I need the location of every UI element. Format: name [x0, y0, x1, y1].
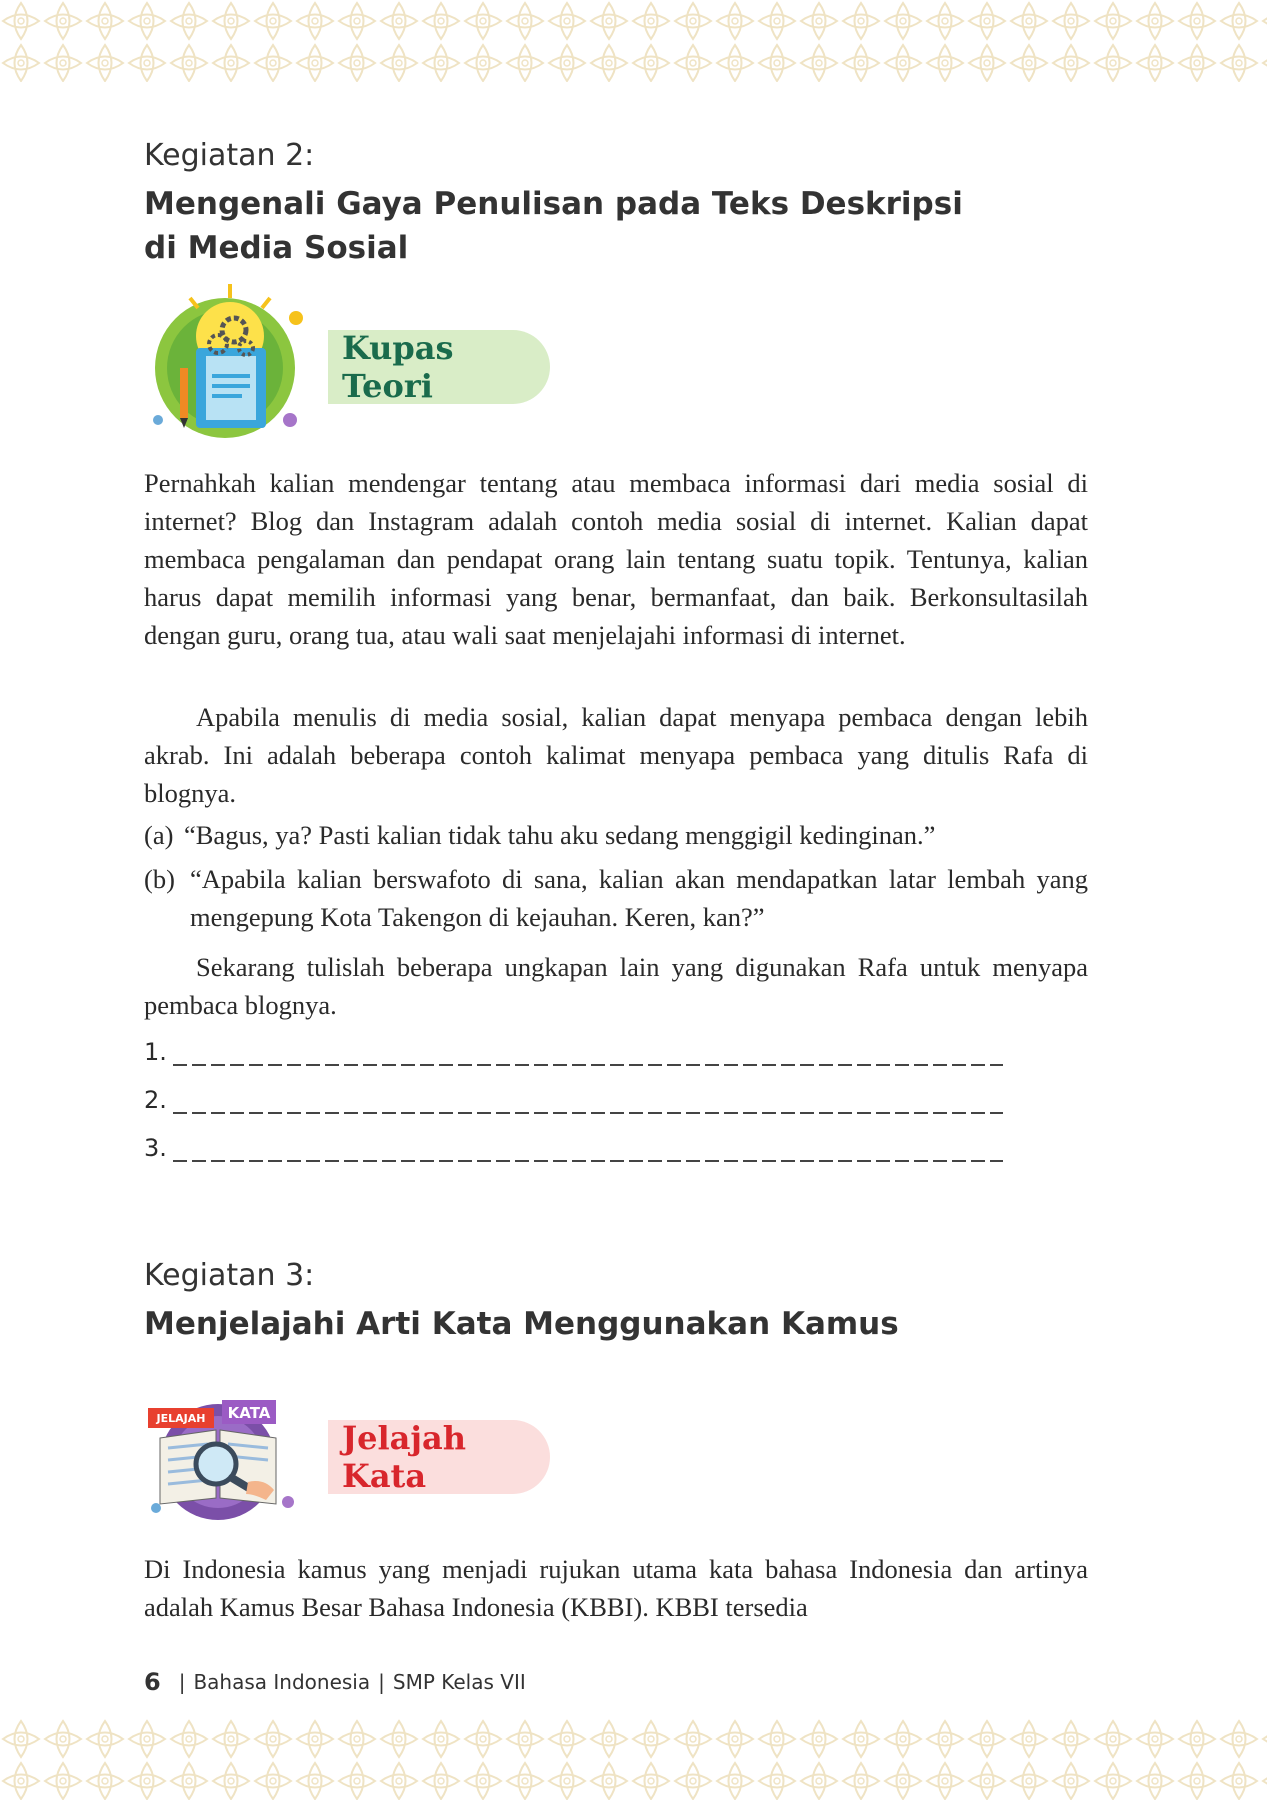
answer-blank[interactable]: [173, 1046, 1003, 1066]
kegiatan-2-title-line1: Mengenali Gaya Penulisan pada Teks Deskripsi: [144, 186, 963, 222]
answer-line[interactable]: [144, 1134, 1003, 1162]
kegiatan-2-label: Kegiatan 2:: [144, 138, 315, 173]
answer-number: 2.: [144, 1086, 167, 1114]
kegiatan-3-label: Kegiatan 3:: [144, 1258, 315, 1293]
kupas-teori-pill: Kupas Teori: [328, 330, 550, 404]
icon-tag-jelajah: JELAJAH: [156, 1412, 206, 1425]
jelajah-kata-icon: [148, 1390, 308, 1525]
kegiatan-2-paragraph-3: Sekarang tulislah beberapa ungkapan lain yang digunakan Rafa untuk menyapa pembaca blognya.: [144, 952, 1088, 1020]
answer-number: 1.: [144, 1038, 167, 1066]
kegiatan-2-paragraph-1: Pernahkah kalian mendengar tentang atau membaca informasi dari media sosial di internet? Blog dan Instagram adalah contoh media sosial di internet. Kalian dapat membaca pengalaman dan pendapat orang lain tentang suatu topik. Tentunya, kalian harus dapat memilih informasi yang benar, bermanfaat, dan baik. Berkonsultasilah dengan guru, orang tua, atau wali saat menjelajahi informasi di internet.: [144, 468, 1088, 650]
jelajah-kata-pill: Jelajah Kata: [328, 1420, 550, 1494]
kegiatan-2-paragraph-2: Apabila menulis di media sosial, kalian dapat menyapa pembaca dengan lebih akrab. Ini adalah beberapa contoh kalimat menyapa pembaca yang ditulis Rafa di blognya.: [144, 702, 1088, 808]
example-text: “Bagus, ya? Pasti kalian tidak tahu aku sedang menggigil kedinginan.”: [184, 820, 936, 850]
example-text: “Apabila kalian berswafoto di sana, kalian akan mendapatkan latar lembah yang mengepung Kota Takengon di kejauhan. Keren, kan?”: [190, 864, 1088, 932]
bottom-decorative-pattern: [0, 1718, 1267, 1800]
example-item: [144, 860, 1088, 936]
footer-separator: |: [378, 1670, 385, 1694]
footer-separator: |: [178, 1670, 186, 1694]
example-marker: (a): [144, 820, 174, 850]
answer-number: 3.: [144, 1134, 167, 1162]
kegiatan-3-paragraph-1: Di Indonesia kamus yang menjadi rujukan utama kata bahasa Indonesia dan artinya adalah Kamus Besar Bahasa Indonesia (KBBI). KBBI tersedia: [144, 1554, 1088, 1622]
answer-blank[interactable]: [173, 1142, 1003, 1162]
answer-line[interactable]: [144, 1086, 1003, 1114]
top-decorative-pattern: [0, 0, 1267, 82]
kegiatan-3-title: Menjelajahi Arti Kata Menggunakan Kamus: [144, 1306, 899, 1342]
kupas-teori-icon: [150, 278, 320, 443]
page-footer: [144, 1668, 526, 1696]
example-marker: (b): [144, 864, 175, 894]
footer-book-title: Bahasa Indonesia: [193, 1670, 371, 1694]
answer-line[interactable]: [144, 1038, 1003, 1066]
answer-blank[interactable]: [173, 1094, 1003, 1114]
example-item: [144, 816, 1088, 854]
page-number: 6: [144, 1668, 161, 1696]
kegiatan-2-title: [144, 182, 963, 270]
footer-grade: SMP Kelas VII: [392, 1670, 526, 1694]
icon-tag-kata: KATA: [227, 1404, 271, 1422]
kegiatan-2-title-line2: di Media Sosial: [144, 230, 409, 266]
